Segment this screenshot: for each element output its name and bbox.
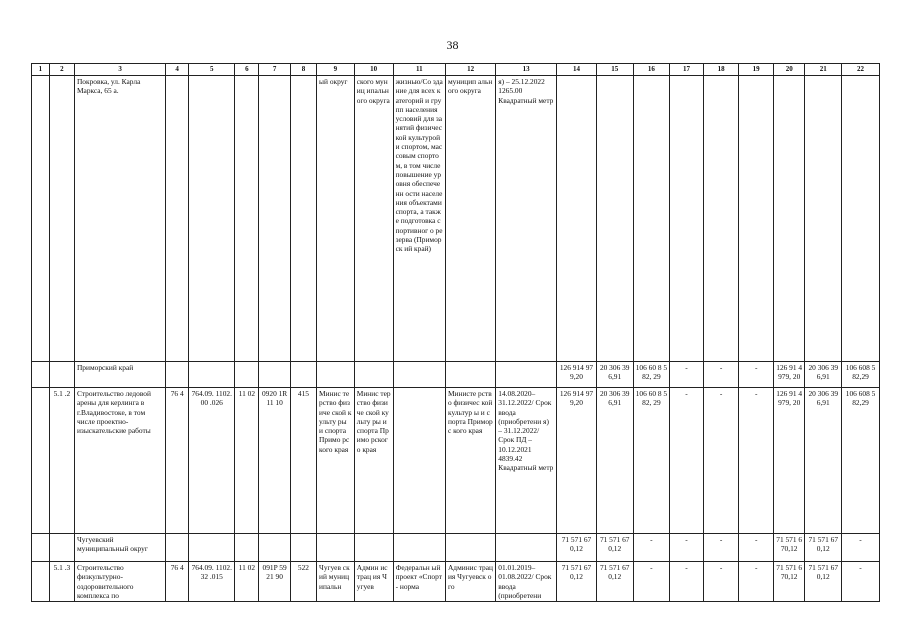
cell-col-8: 522 [290,562,316,602]
cell-col-12 [445,534,495,562]
cell-col-3: Чугуевский муниципальный округ [74,534,165,562]
cell-col-13: 14.08.2020– 31.12.2022/ Срок ввода (приобретени я) – 31.12.2022/ Срок ПД – 10.12.2021 4839.42 Квадратный метр [496,388,557,534]
cell-col-3: Строительство ледовой арены для керлинга в г.Владивостоке, в том числе проектно-изыскательские работы [74,388,165,534]
cell-col-19: - [739,388,774,534]
row-curling-arena [32,388,880,534]
row-primorsky-krai [32,362,880,388]
cell-col-6 [235,362,259,388]
cell-col-10 [354,534,393,562]
cell-col-4 [166,534,189,562]
cell-col-6: 11 02 [235,562,259,602]
cell-col-7: 091P 5921 90 [259,562,290,602]
cell-col-1 [32,362,50,388]
cell-col-17 [670,76,704,362]
cell-col-21 [805,76,842,362]
column-number-15: 15 [596,64,633,76]
column-number-13: 13 [496,64,557,76]
cell-col-20: 126 91 4 979, 20 [773,362,804,388]
cell-col-8 [290,362,316,388]
cell-col-17: - [670,534,704,562]
cell-col-8: 415 [290,388,316,534]
column-number-22: 22 [842,64,880,76]
column-number-2: 2 [49,64,74,76]
cell-col-7 [259,534,290,562]
cell-col-9: Чугуев ский муниц ипальн [317,562,355,602]
column-number-14: 14 [557,64,597,76]
cell-col-19: - [739,362,774,388]
cell-col-10 [354,362,393,388]
cell-col-10: Админ истрац ия Чугуев [354,562,393,602]
cell-col-6 [235,534,259,562]
page-number: 38 [446,38,459,52]
column-number-8: 8 [290,64,316,76]
cell-col-4: 76 4 [166,562,189,602]
cell-col-21: 71 571 670,12 [805,534,842,562]
column-number-16: 16 [633,64,670,76]
cell-col-19 [739,76,774,362]
cell-col-9 [317,534,355,562]
row-pokrovka-continued [32,76,880,362]
cell-col-9 [317,362,355,388]
cell-col-17: - [670,362,704,388]
cell-col-16: - [633,534,670,562]
cell-col-1 [32,76,50,362]
cell-col-5 [189,534,235,562]
row-chuguevsky-okrug [32,534,880,562]
cell-col-17: - [670,388,704,534]
column-number-18: 18 [703,64,739,76]
cell-col-18 [703,76,739,362]
row-fitness-complex [32,562,880,602]
cell-col-22: 106 608 5 82,29 [842,362,880,388]
cell-col-18: - [703,362,739,388]
cell-col-11: Федеральн ый проект «Спорт - норма [393,562,445,602]
cell-col-11 [393,388,445,534]
cell-col-6 [235,76,259,362]
cell-col-12 [445,362,495,388]
cell-col-14 [557,76,597,362]
cell-col-3: Приморский край [74,362,165,388]
cell-col-15: 71 571 670,12 [596,534,633,562]
column-number-19: 19 [739,64,774,76]
column-number-6: 6 [235,64,259,76]
cell-col-5: 764.09. 1102.00 .026 [189,388,235,534]
cell-col-22: 106 608 5 82,29 [842,388,880,534]
cell-col-16: 106 60 8 582, 29 [633,388,670,534]
column-number-12: 12 [445,64,495,76]
cell-col-16: 106 60 8 582, 29 [633,362,670,388]
cell-col-12: Министе рство физичес кой культур ы и спорта Приморс кого края [445,388,495,534]
cell-col-11: жизнью/Со здание для всех категорий и групп населения условий для занятий физической культурой и спортом, массовым спортом, в том числе повышение уровня обеспеченн ости населения объектами спорта, а также подготовка спортивног о резерва (Приморск ий край) [393,76,445,362]
cell-col-15: 71 571 670,12 [596,562,633,602]
cell-col-16 [633,76,670,362]
cell-col-18: - [703,534,739,562]
cell-col-2 [49,534,74,562]
cell-col-16: - [633,562,670,602]
column-number-17: 17 [670,64,704,76]
cell-col-2 [49,362,74,388]
cell-col-15 [596,76,633,362]
cell-col-2: 5.1 .3 [49,562,74,602]
cell-col-4: 76 4 [166,388,189,534]
cell-col-9: ый округ [317,76,355,362]
cell-col-14: 126 914 979,20 [557,388,597,534]
budget-table [31,63,880,602]
cell-col-8 [290,534,316,562]
cell-col-18: - [703,388,739,534]
cell-col-14: 126 914 979,20 [557,362,597,388]
cell-col-13 [496,362,557,388]
column-number-11: 11 [393,64,445,76]
cell-col-2: 5.1 .2 [49,388,74,534]
column-number-1: 1 [32,64,50,76]
column-number-5: 5 [189,64,235,76]
cell-col-20: 71 571 670,12 [773,562,804,602]
cell-col-5 [189,76,235,362]
cell-col-22 [842,76,880,362]
cell-col-20: 71 571 670,12 [773,534,804,562]
cell-col-6: 11 02 [235,388,259,534]
cell-col-20 [773,76,804,362]
cell-col-4 [166,76,189,362]
cell-col-7 [259,76,290,362]
cell-col-11 [393,362,445,388]
cell-col-5 [189,362,235,388]
cell-col-21: 71 571 670,12 [805,562,842,602]
cell-col-10: Минис терство физиче ской культу ры и спорта Примо рского края [354,388,393,534]
cell-col-14: 71 571 670,12 [557,534,597,562]
cell-col-4 [166,362,189,388]
cell-col-20: 126 91 4 979, 20 [773,388,804,534]
cell-col-11 [393,534,445,562]
column-number-9: 9 [317,64,355,76]
cell-col-15: 20 306 396,91 [596,362,633,388]
cell-col-17: - [670,562,704,602]
cell-col-3: Покровка, ул. Карла Маркса, 65 а. [74,76,165,362]
cell-col-22: - [842,562,880,602]
cell-col-19: - [739,562,774,602]
cell-col-21: 20 306 396,91 [805,362,842,388]
cell-col-1 [32,388,50,534]
cell-col-5: 764.09. 1102.32 .015 [189,562,235,602]
cell-col-21: 20 306 396,91 [805,388,842,534]
cell-col-7: 0920 1R11 10 [259,388,290,534]
cell-col-14: 71 571 670,12 [557,562,597,602]
cell-col-12: муницип ального округа [445,76,495,362]
cell-col-8 [290,76,316,362]
cell-col-19: - [739,534,774,562]
column-number-20: 20 [773,64,804,76]
column-number-10: 10 [354,64,393,76]
cell-col-1 [32,534,50,562]
cell-col-9: Минис терство физиче ской культу ры и спорта Примо рского края [317,388,355,534]
cell-col-10: ского муниц ипальн ого округа [354,76,393,362]
cell-col-13 [496,534,557,562]
cell-col-13: 01.01.2019– 01.08.2022/ Срок ввода (приобретени [496,562,557,602]
cell-col-15: 20 306 396,91 [596,388,633,534]
cell-col-22: - [842,534,880,562]
cell-col-7 [259,362,290,388]
cell-col-1 [32,562,50,602]
cell-col-12: Админис трация Чугуевск ого [445,562,495,602]
cell-col-18: - [703,562,739,602]
column-number-4: 4 [166,64,189,76]
cell-col-13: я) – 25.12.2022 1265.00 Квадратный метр [496,76,557,362]
column-number-3: 3 [74,64,165,76]
cell-col-3: Строительство физкультурно-оздоровительного комплекса по [74,562,165,602]
column-number-row [32,64,880,76]
cell-col-2 [49,76,74,362]
column-number-7: 7 [259,64,290,76]
column-number-21: 21 [805,64,842,76]
